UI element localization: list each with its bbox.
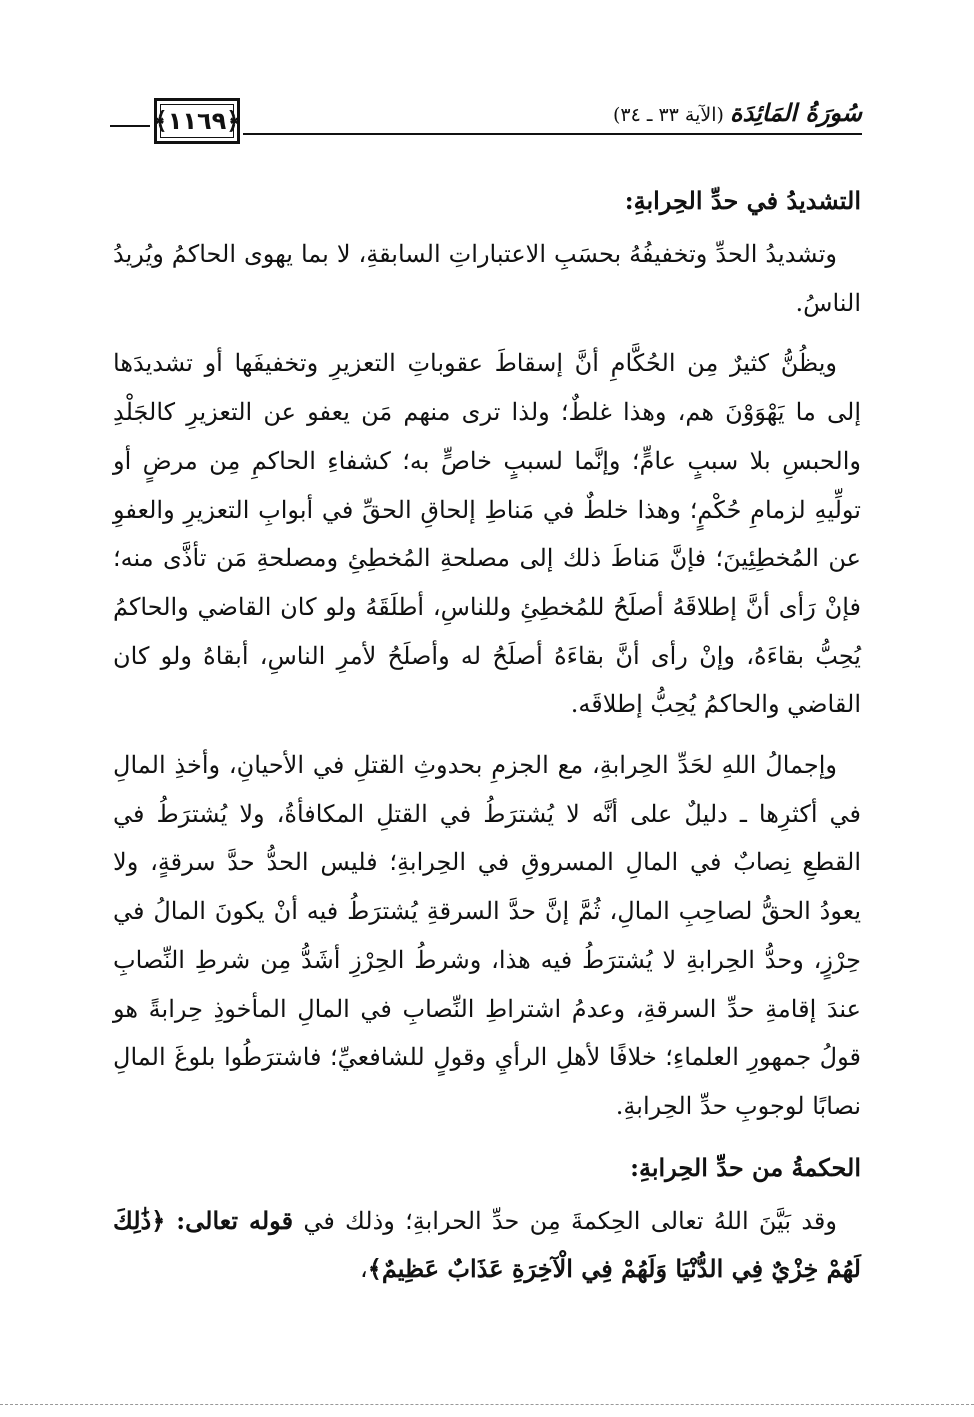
surah-name: سُورَةُ المَائِدَة — [729, 98, 862, 127]
quran-verse: ﴿ذَٰلِكَ لَهُمْ خِزْيٌ فِي الدُّنْيَا وَلَهُمْ فِي الْآخِرَةِ عَذَابٌ عَظِيمٌ﴾ — [113, 1205, 861, 1284]
paragraph-4-text: وقد بَيَّنَ اللهُ تعالى الحِكمةَ مِن حدِّ الحرابةِ؛ وذلك في — [293, 1206, 837, 1235]
verse-range: (الآية ٣٣ ـ ٣٤) — [612, 104, 724, 126]
bottom-edge-line — [0, 1404, 974, 1405]
running-head — [613, 98, 862, 127]
page-body — [113, 172, 861, 1294]
header-rule-right — [243, 133, 862, 135]
section-heading-intensification: التشديدُ في حدِّ الحِرابةِ: — [624, 186, 861, 215]
page-number-frame — [154, 98, 240, 144]
page-header — [110, 92, 862, 152]
paragraph-4 — [113, 1197, 861, 1294]
paragraph-4-end: ، — [360, 1255, 368, 1284]
paragraph-3: وإجمالُ اللهِ لحَدِّ الحِرابةِ، مع الجزمِ بحدوثِ القتلِ في الأحيانِ، وأخذِ المالِ في أكثرِها ـ دليلٌ على أنَّه لا يُشترَطُ في القتلِ المكافأةُ، ولا يُشترَطُ في القطعِ نِصابٌ في المالِ المسروقِ في الحِرابةِ؛ فليس الحدُّ حدَّ سرقةٍ، ولا يعودُ الحقُّ لصاحِبِ المالِ، ثُمَّ إنَّ حدَّ السرقةِ يُشترَطُ فيه أنْ يكونَ المالُ في حِرْزٍ، وحدُّ الحِرابةِ لا يُشترَطُ فيه هذا، وشرطُ الحِرْزِ أشَدُّ مِن شرطِ النِّصابِ عندَ إقامةِ حدِّ السرقةِ، وعدمُ اشتراطِ النِّصابِ في المالِ المأخوذِ حِرابةً هو قولُ جمهورِ العلماءِ؛ خلافًا لأهلِ الرأيِ وقولٍ للشافعيِّ؛ فاشترَطُوا بلوغَ المالِ نصابًا لوجوبِ حدِّ الحِرابةِ. — [113, 751, 862, 1120]
section-heading-wisdom: الحكمةُ من حدِّ الحِرابةِ: — [630, 1152, 861, 1182]
quran-intro: قوله تعالى: — [176, 1205, 294, 1235]
header-rule-left — [110, 125, 150, 127]
page-number: ﴿١١٦٩﴾ — [153, 107, 241, 135]
paragraph-1: وتشديدُ الحدِّ وتخفيفُهُ بحسَبِ الاعتباراتِ السابقةِ، لا بما يهوى الحاكمُ ويُريدُ الناسُ. — [113, 240, 861, 317]
paragraph-2: ويظُنُّ كثيرٌ مِن الحُكَّامِ أنَّ إسقاطَ عقوباتِ التعزيرِ وتخفيفَها أو تشديدَها إلى ما يَهْوَوْنَ هم، وهذا غلطٌ؛ ولذا ترى منهم مَن يعفو عن التعزيرِ كالجَلْدِ والحبسِ بلا سببٍ عامٍّ؛ وإنَّما لسببٍ خاصٍّ به؛ كشفاءِ الحاكمِ مِن مرضٍ أو تولِّيهِ لزمامِ حُكْمٍ؛ وهذا خلطٌ في مَناطِ إلحاقِ الحقِّ في أبوابِ التعزيرِ والعفوِ عن المُخطِئِينَ؛ فإنَّ مَناطَ ذلك إلى مصلحةِ المُخطِئِ ومصلحةِ مَن تأذَّى منه؛ فإنْ رَأى أنَّ إطلاقَهُ أصلَحُ للمُخطِئِ وللناسِ، أطلَقَهُ ولو كان القاضي والحاكمُ يُحِبُّ بقاءَهُ، وإنْ رأى أنَّ بقاءَهُ أصلَحُ له وأصلَحُ لأمرِ الناسِ، أبقاهُ ولو كان القاضي والحاكمُ يُحِبُّ إطلاقَه. — [113, 349, 861, 719]
